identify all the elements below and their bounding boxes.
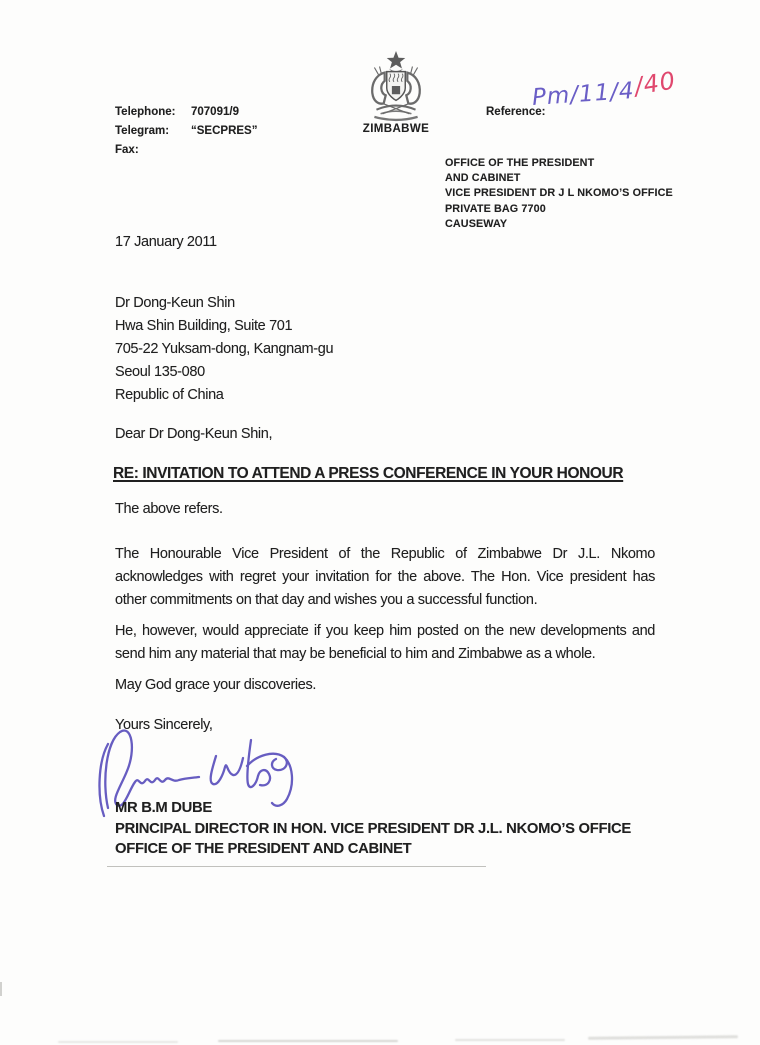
contact-telephone	[115, 103, 257, 122]
contact-telegram	[115, 122, 257, 141]
zimbabwe-coat-of-arms-icon	[362, 50, 430, 122]
office-line: OFFICE OF THE PRESIDENT	[445, 157, 595, 169]
signer-name: MR B.M DUBE	[115, 800, 212, 816]
closing: Yours Sincerely,	[115, 717, 213, 733]
paragraph-refers: The above refers.	[115, 501, 223, 517]
scan-smudge	[58, 1041, 178, 1043]
emblem-caption: ZIMBABWE	[362, 123, 430, 135]
telephone-value: 707091/9	[191, 106, 239, 118]
paragraph-grace: May God grace your discoveries.	[115, 677, 317, 693]
reference-handwriting-red: /40	[632, 66, 678, 101]
signer-title: PRINCIPAL DIRECTOR IN HON. VICE PRESIDENT DR J.L. NKOMO’S OFFICE	[115, 820, 632, 837]
recipient-name: Dr Dong-Keun Shin	[115, 295, 235, 311]
scan-smudge	[588, 1035, 738, 1039]
office-line: VICE PRESIDENT DR J L NKOMO’S OFFICE	[445, 187, 673, 200]
signer-block	[115, 798, 631, 860]
telephone-label: Telephone:	[115, 106, 176, 118]
recipient-line: Republic of China	[115, 387, 224, 403]
office-line: AND CABINET	[445, 172, 521, 185]
faint-divider-line	[107, 866, 486, 867]
telegram-label: Telegram:	[115, 125, 170, 137]
paragraph-1: The Honourable Vice President of the Republic of Zimbabwe Dr J.L. Nkomo acknowledges with regret your invitation for the above. The Hon. Vice president has other commitments on that day and wishes you a successful function.	[115, 546, 655, 609]
subject-line: RE: INVITATION TO ATTEND A PRESS CONFERENCE IN YOUR HONOUR	[113, 465, 624, 482]
letter-date: 17 January 2011	[115, 234, 217, 250]
signer-office: OFFICE OF THE PRESIDENT AND CABINET	[115, 841, 412, 858]
recipient-line: Seoul 135-080	[115, 364, 205, 380]
scan-edge-artifact	[0, 982, 2, 996]
reference-label: Reference:	[486, 106, 546, 118]
scan-smudge	[455, 1039, 565, 1041]
contact-block	[115, 103, 257, 160]
recipient-line: Hwa Shin Building, Suite 701	[115, 318, 293, 334]
fax-label: Fax:	[115, 144, 139, 156]
salutation: Dear Dr Dong-Keun Shin,	[115, 426, 273, 442]
office-line: PRIVATE BAG 7700	[445, 202, 546, 215]
contact-fax	[115, 141, 257, 160]
scan-smudge	[218, 1040, 398, 1042]
office-address-block	[445, 156, 673, 232]
recipient-line: 705-22 Yuksam-dong, Kangnam-gu	[115, 341, 334, 357]
recipient-address	[115, 292, 333, 407]
reference-handwriting-blue: Pm/11/4	[531, 77, 636, 111]
paragraph-2: He, however, would appreciate if you keep him posted on the new developments and send him any material that may be beneficial to him and Zimbabwe as a whole.	[115, 623, 655, 663]
telegram-value: “SECPRES”	[191, 125, 258, 137]
office-line: CAUSEWAY	[445, 217, 508, 230]
reference-handwritten-value	[531, 66, 678, 111]
